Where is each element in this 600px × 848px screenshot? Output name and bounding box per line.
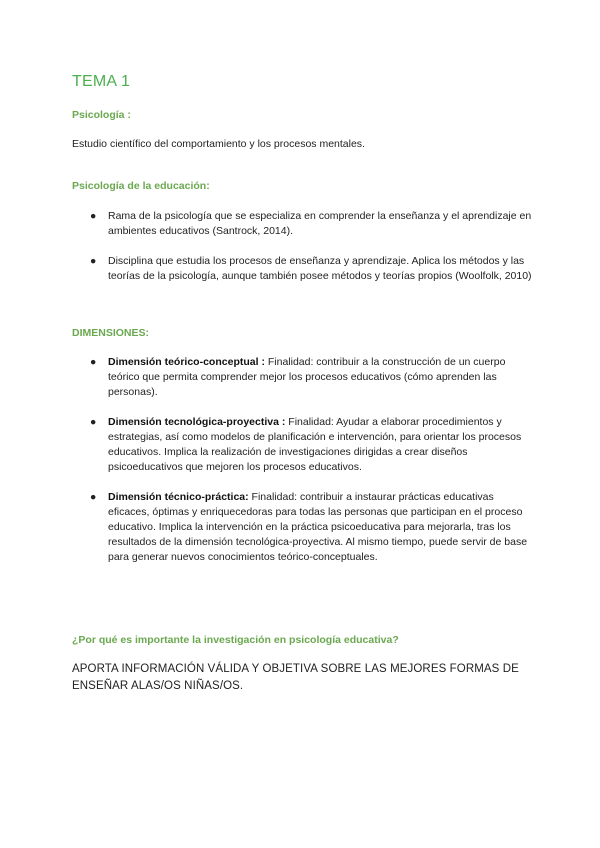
dimensiones-list: [72, 355, 532, 565]
list-item: [72, 254, 532, 284]
list-item: [72, 209, 532, 239]
bullet-icon: ●: [90, 255, 97, 267]
heading-dimensiones: DIMENSIONES:: [72, 327, 150, 339]
heading-psicologia-educacion: Psicología de la educación:: [72, 180, 210, 192]
bullet-icon: ●: [90, 210, 97, 222]
dimension-text: Finalidad: Ayudar a elaborar procedimientos y estrategias, así como modelos de planificación e intervención, para orientar los procesos educativos. Implica la realización de investigaciones dirigidas a crear diseños psicoeducativos que mejoren los procesos educativos.: [108, 416, 522, 473]
bullet-icon: ●: [90, 356, 97, 368]
dimension-label: Dimensión teórico-conceptual :: [108, 356, 265, 368]
dimension-label: Dimensión técnico-práctica:: [108, 491, 249, 503]
heading-importancia: ¿Por qué es importante la investigación en psicología educativa?: [72, 634, 399, 646]
heading-psicologia: Psicología :: [72, 109, 131, 121]
dimension-text: Finalidad: contribuir a instaurar prácticas educativas eficaces, óptimas y enriquecedoras para todas las personas que participan en el proceso educativo. Implica la intervención en la práctica psicoeducativa para mejorarla, tras los resultados de la dimensión tecnológica-proyectiva. Al mismo tiempo, puede servir de base para generar nuevos conocimientos teórico-conceptuales.: [108, 491, 528, 563]
list-item: [72, 490, 532, 565]
psicologia-educacion-list: [72, 209, 532, 284]
definition-psicologia: Estudio científico del comportamiento y los procesos mentales.: [72, 138, 365, 150]
importancia-answer: APORTA INFORMACIÓN VÁLIDA Y OBJETIVA SOBRE LAS MEJORES FORMAS DE ENSEÑAR ALAS/OS NIÑAS/OS.: [72, 663, 519, 692]
dimension-text: Finalidad: contribuir a la construcción de un cuerpo teórico que permita comprender mejor los procesos educativos (cómo aprenden las personas).: [108, 356, 506, 398]
list-item-text: Disciplina que estudia los procesos de enseñanza y aprendizaje. Aplica los métodos y las teorías de la psicología, aunque también posee métodos y teorías propios (Woolfolk, 2010): [108, 255, 532, 282]
list-item: [72, 355, 532, 400]
bullet-icon: ●: [90, 491, 97, 503]
page-title: TEMA 1: [72, 73, 131, 90]
dimension-label: Dimensión tecnológica-proyectiva :: [108, 416, 286, 428]
list-item-text: Rama de la psicología que se especializa en comprender la enseñanza y el aprendizaje en ambientes educativos (Santrock, 2014).: [108, 210, 532, 237]
bullet-icon: ●: [90, 416, 97, 428]
list-item: [72, 415, 532, 475]
